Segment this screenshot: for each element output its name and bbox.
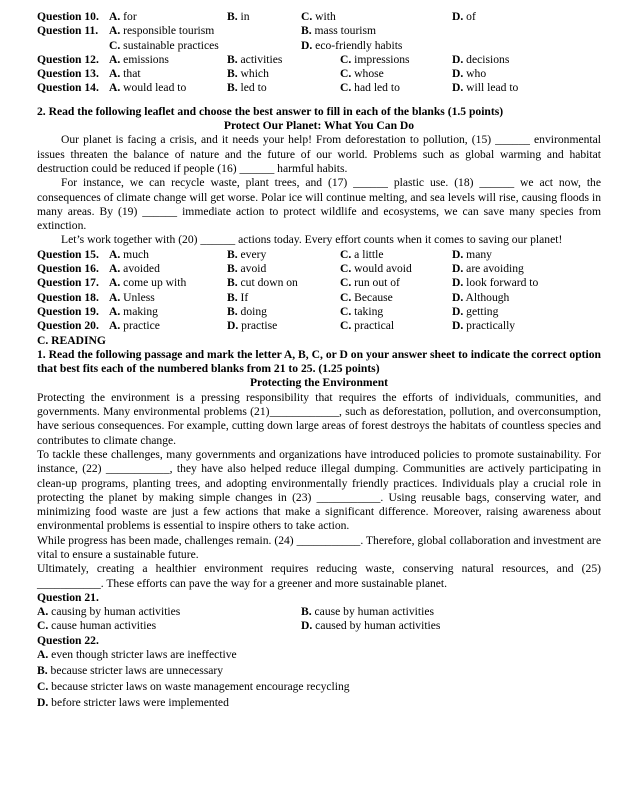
option-d: D. before stricter laws were implemented [37, 696, 229, 710]
question-row [37, 39, 601, 53]
option-row [37, 619, 601, 633]
option-c: C. practical [340, 319, 395, 333]
option-b: B. doing [227, 304, 267, 318]
option-a: A. would lead to [109, 81, 187, 95]
option-d: D. decisions [452, 52, 510, 66]
question-label: Question 16. [37, 262, 99, 276]
question-label: Question 12. [37, 52, 99, 66]
question-22 [37, 634, 601, 712]
option-a: A. emissions [109, 52, 169, 66]
question-row [37, 24, 601, 38]
passage-paragraph: Ultimately, creating a healthier environment requires reducing waste, conserving natural resources, and (25) ___________. These efforts can pave the way for a greener and more sustainable planet. [37, 562, 601, 590]
question-label: Question 19. [37, 304, 99, 318]
question-label: Question 17. [37, 276, 99, 290]
question-row [37, 305, 601, 319]
option-a: A. come up with [109, 276, 187, 290]
option-d: D. many [452, 247, 492, 261]
option-d: D. look forward to [452, 276, 539, 290]
leaflet-section [37, 105, 601, 248]
option-b: B. because stricter laws are unnecessary [37, 664, 224, 678]
option-a: A. even though stricter laws are ineffective [37, 648, 237, 662]
option-b: B. which [227, 67, 269, 81]
option-a: A. causing by human activities [37, 605, 181, 619]
question-row [37, 67, 601, 81]
option-a: A. avoided [109, 262, 160, 276]
option-a: A. Unless [109, 290, 155, 304]
leaflet-paragraph: Let’s work together with (20) ______ actions today. Every effort counts when it comes to saving our planet! [61, 233, 563, 247]
option-b: B. led to [227, 81, 267, 95]
option-row [37, 605, 601, 619]
option-c: C. had led to [340, 81, 400, 95]
option-d: D. caused by human activities [301, 619, 441, 633]
option-a: A. making [109, 304, 158, 318]
option-c: C. a little [340, 247, 384, 261]
question-row [37, 248, 601, 262]
option-c: C. whose [340, 67, 384, 81]
option-d: D. Although [452, 290, 510, 304]
option-b: B. cut down on [227, 276, 298, 290]
option-c: C. would avoid [340, 262, 412, 276]
question-label: Question 10. [37, 10, 99, 23]
option-d: D. of [452, 10, 476, 23]
option-d: D. eco-friendly habits [301, 38, 403, 52]
leaflet-paragraph: For instance, we can recycle waste, plant trees, and (17) ______ plastic use. (18) ______ we act now, the consequences of climate change will get worse. Polar ice will continue melting, and sea levels will rise, causing floods in many areas. By (19) ______ immediate action to protect wildlife and ecosystems, we can save many species from extinction. [37, 176, 601, 233]
mc-top-block [37, 10, 601, 96]
question-label: Question 21. [37, 590, 99, 604]
option-c: C. with [301, 10, 336, 23]
section-instruction: 2. Read the following leaflet and choose the best answer to fill in each of the blanks (1.5 points) [37, 104, 504, 118]
option-a: A. that [109, 67, 141, 81]
option-b: B. every [227, 247, 267, 261]
exam-page [37, 10, 601, 712]
question-row [37, 10, 601, 24]
question-row [37, 319, 601, 333]
question-row [37, 53, 601, 67]
question-label: Question 11. [37, 24, 99, 38]
question-row [37, 262, 601, 276]
option-c: C. cause human activities [37, 619, 157, 633]
section-heading: C. READING [37, 333, 106, 347]
leaflet-title: Protect Our Planet: What You Can Do [223, 119, 415, 133]
option-d: D. getting [452, 304, 499, 318]
option-b: D. practise [227, 319, 278, 333]
option-c: C. taking [340, 304, 384, 318]
question-label: Question 22. [37, 633, 99, 647]
option-d: D. are avoiding [452, 262, 524, 276]
question-label: Question 14. [37, 81, 99, 95]
question-row [37, 276, 601, 290]
reading-instruction: 1. Read the following passage and mark the letter A, B, C, or D on your answer sheet to indicate the correct option that best fits each of the numbered blanks from 21 to 25. (1.25 points) [37, 347, 601, 376]
option-d: D. will lead to [452, 81, 519, 95]
leaflet-paragraph: Our planet is facing a crisis, and it needs your help! From deforestation to pollution, (15) ______ environmental issues threaten the balance of nature and the future of our world. Problems such as global warming and habitat destruction could be reduced if people (16) ______ harmful habits. [37, 133, 601, 175]
option-c: C. because stricter laws on waste management encourage recycling [37, 680, 350, 694]
option-b: B. avoid [227, 262, 267, 276]
question-21 [37, 591, 601, 634]
option-a: A. practice [109, 319, 160, 333]
option-b: B. cause by human activities [301, 605, 434, 619]
question-row [37, 81, 601, 95]
passage-title: Protecting the Environment [249, 376, 389, 390]
question-label: Question 20. [37, 319, 99, 333]
option-b: B. mass tourism [301, 24, 377, 38]
question-label: Question 18. [37, 290, 99, 304]
passage-paragraph: Protecting the environment is a pressing responsibility that requires the efforts of individuals, communities, and governments. Many environmental problems (21)____________, such as deforestation, pollution, and overconsumption, have serious consequences. For example, cutting down large areas of forest destroys the habitats of countless species and contributes to climate change. [37, 390, 601, 447]
reading-section [37, 334, 601, 591]
option-c: C. impressions [340, 52, 410, 66]
option-b: B. If [227, 290, 249, 304]
question-row [37, 291, 601, 305]
passage-paragraph: To tackle these challenges, many governments and organizations have introduced policies to promote sustainability. For instance, (22) ___________, they have also helped reduce illegal dumping. Communities are actively participating in clean-up programs, planting trees, and adopting environmentally friendly practices. Individuals play a crucial role in protecting the planet by making simple changes in (23) ___________. Using reusable bags, conserving water, and minimizing food waste are just a few actions that make a significant difference. Moreover, raising awareness about environmental problems is essential to inspire others to take action. [37, 447, 601, 533]
option-c: C. Because [340, 290, 393, 304]
option-d: D. who [452, 67, 487, 81]
option-d: D. practically [452, 319, 516, 333]
question-label: Question 13. [37, 67, 99, 81]
passage-paragraph: While progress has been made, challenges remain. (24) ___________. Therefore, global collaboration and investment are vital to ensure a sustainable future. [37, 533, 601, 561]
option-b: B. activities [227, 52, 283, 66]
option-a: A. responsible tourism [109, 24, 215, 38]
option-a: A. much [109, 247, 149, 261]
option-a: A. for [109, 10, 137, 23]
option-b: B. in [227, 10, 250, 23]
question-label: Question 15. [37, 247, 99, 261]
option-c: C. run out of [340, 276, 400, 290]
mc-mid-block [37, 248, 601, 334]
option-c: C. sustainable practices [109, 38, 219, 52]
